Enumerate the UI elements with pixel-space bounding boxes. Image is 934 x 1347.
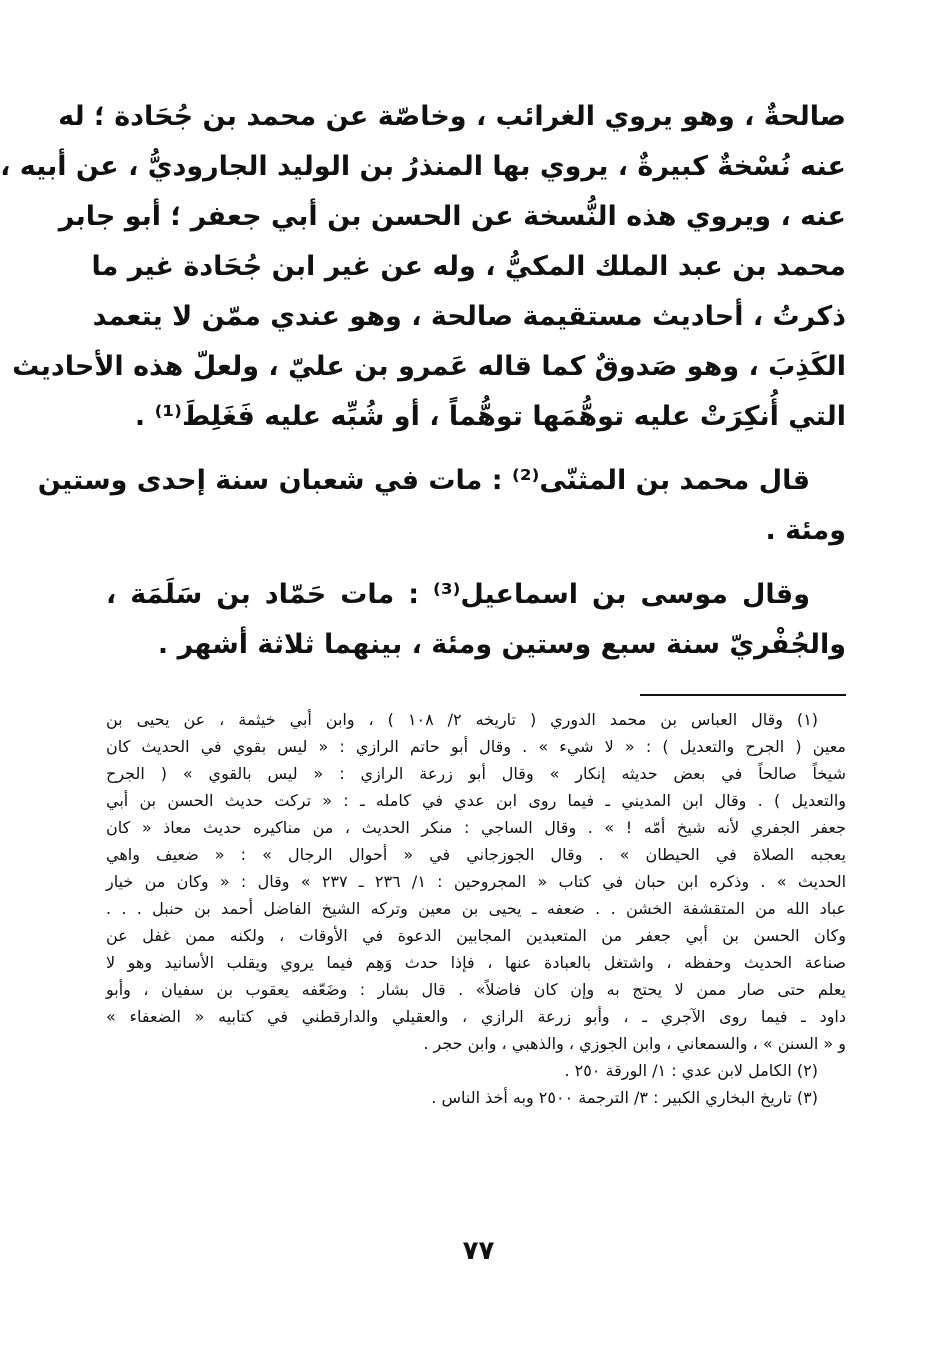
text-line: ومئة . [765,515,846,546]
paragraph-1 [0,92,846,442]
text-line: عنه نُسْخةٌ كبيرةٌ ، يروي بها المنذرُ بن الوليد الجاروديُّ ، عن أبيه ، [0,151,846,182]
text-line: عنه ، ويروي هذه النُّسخة عن الحسن بن أبي جعفر ؛ أبو جابر [58,201,846,232]
text-line: ذكرتُ ، أحاديث مستقيمة صالحة ، وهو عندي ممّن لا يتعمد [92,301,846,332]
text-line: صالحةٌ ، وهو يروي الغرائب ، وخاصّة عن محمد بن جُحَادة ؛ له [58,101,846,132]
footnote-2: (٢) الكامل لابن عدي : ١/ الورقة ٢٥٠ . [564,1061,818,1080]
main-text [0,92,846,670]
page-number: ٧٧ [462,1236,495,1266]
paragraph-gap [106,442,846,456]
text-line: والجُفْريّ سنة سبع وستين ومئة ، بينهما ثلاثة أشهر . [157,629,846,660]
text-line: التي أُنكِرَتْ عليه توهُّمَها توهُّماً ، أو شُبِّه عليه فَغَلِطَ⁽¹⁾ . [134,401,846,432]
footnote-line: عباد الله من المتقشفة الخشن . . ضعفه ـ يحيى بن معين وتركه الشيخ الفاضل أحمد بن حنبل . . . [106,899,846,918]
text-line: وقال موسى بن اسماعيل⁽³⁾ : مات حَمّاد بن سَلَمَة ، [106,579,810,610]
paragraph-gap [106,556,846,570]
footnote-line: يعلم حتى صار ممن لا يحتج به وإن كان فاضلاً» . قال بشار : وضَعّفه يعقوب بن سفيان ، وأبو [106,980,846,999]
paragraph-2 [37,456,846,556]
footnote-line: الحديث » . وذكره ابن حبان في كتاب « المجروحين : ١/ ٢٣٦ ـ ٢٣٧ » وقال : « وكان من خيار [106,872,847,891]
footnote-line: داود ـ فيما روى الآجري ـ ، وأبو زرعة الرازي ، والعقيلي والدارقطني في كتابيه « الضعفاء » [106,1007,846,1026]
paragraph-3 [106,570,846,670]
footnote-1 [106,706,846,1057]
text-line: الكَذِبَ ، وهو صَدوقٌ كما قاله عَمرو بن عليّ ، ولعلّ هذه الأحاديث [12,351,846,382]
footnotes [106,706,846,1111]
footnote-line: و « السنن » ، والسمعاني ، وابن الجوزي ، والذهبي ، وابن حجر . [423,1034,846,1053]
text-line: محمد بن عبد الملك المكيُّ ، وله عن غير ابن جُحَادة غير ما [91,251,846,282]
footnote-3: (٣) تاريخ البخاري الكبير : ٣/ الترجمة ٢٥٠٠ وبه أخذ الناس . [431,1088,818,1107]
footnote-line: معين ( الجرح والتعديل ) : « لا شيء » . وقال أبو حاتم الرازي : « ليس بقوي في الحديث كان [106,737,846,756]
footnote-line: وكان الحسن بن أبي جعفر من المتعبدين المجابين الدعوة في الأوقات ، ولكنه ممن غفل عن [106,926,846,945]
footnote-line: شيخاً صالحاً في بعض حديثه إنكار » وقال أبو زرعة الرازي : « ليس بالقوي » ( الجرح [106,764,846,783]
text-line: قال محمد بن المثنّى⁽²⁾ : مات في شعبان سنة إحدى وستين [37,465,810,496]
footnote-line: يعجبه الصلاة في الحيطان » . وقال الجوزجاني في « أحوال الرجال » : « ضعيف واهي [106,845,846,864]
footnote-line: والتعديل ) . وقال ابن المديني ـ فيما روى ابن عدي في كامله ـ : « تركت حديث الحسن بن أبي [106,791,846,810]
footnote-separator [640,694,846,696]
footnote-line: صناعة الحديث وحفظه ، واشتغل بالعبادة عنها ، فإذا حدث وَهِم فيما يروي ويقلب الأسانيد وهو لا [106,953,846,972]
footnote-line: جعفر الجفري لأنه شيخ أمّه ! » . وقال الساجي : منكر الحديث ، من مناكيره حديث معاذ « كان [106,818,846,837]
footnote-line: (١) وقال العباس بن محمد الدوري ( تاريخه ٢/ ١٠٨ ) ، وابن أبي خيثمة ، عن يحيى بن [106,710,819,729]
